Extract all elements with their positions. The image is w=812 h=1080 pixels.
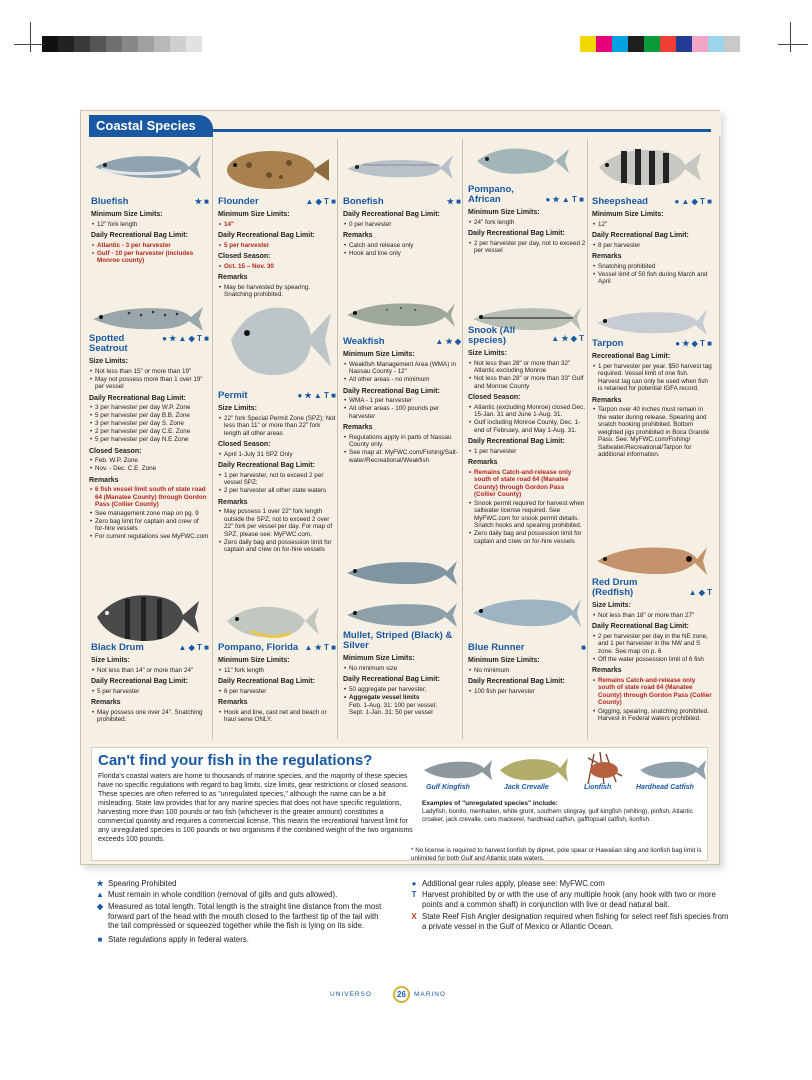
registration-mark xyxy=(778,44,808,45)
heading: Closed Season: xyxy=(89,447,142,455)
rule-symbols: ● ▲ ◆ T ■ xyxy=(674,197,712,206)
column-divider xyxy=(212,139,213,739)
examples-block xyxy=(422,800,700,823)
calibration-swatch xyxy=(170,36,186,52)
treble-hook-icon: T xyxy=(411,890,417,899)
list-item: • Hook and line only xyxy=(343,250,461,258)
heading: Remarks xyxy=(592,396,622,404)
heading: Daily Recreational Bag Limit: xyxy=(89,394,186,402)
species-name: ● ★ ▲ ◆ T ■ Spotted Seatrout xyxy=(89,333,209,354)
list-item: • 1 per harvester xyxy=(468,448,586,456)
species-bluefish xyxy=(91,197,209,265)
species-name: Weakfish ▲ ★ ◆ xyxy=(343,336,461,347)
list-item: • 2 per harvester all other state waters xyxy=(218,487,336,495)
calibration-swatch xyxy=(138,36,154,52)
list-item: • Nov. - Dec. C.E. Zone xyxy=(89,465,209,473)
heading: Size Limits: xyxy=(89,358,128,365)
list-item: • Gulf - 10 per harvester (includes Monroe county) xyxy=(91,250,209,265)
heading: Minimum Size Limits: xyxy=(468,657,540,664)
rule-symbols: ● ★ ▲ T ■ xyxy=(297,391,336,400)
heading: Closed Season: xyxy=(218,253,271,260)
list-item: • 1 per harvester, not to exceed 2 per vessel SPZ; xyxy=(218,472,336,487)
rule-symbols: ● ★ ◆ T ■ xyxy=(675,339,712,348)
calibration-swatch xyxy=(660,36,676,52)
red-drum-image xyxy=(593,539,709,581)
heading: Daily Recreational Bag Limit: xyxy=(592,232,689,239)
list-item: • 5 per harvester per day B.B. Zone xyxy=(89,412,209,420)
calibration-swatch xyxy=(106,36,122,52)
heading: Daily Recreational Bag Limit: xyxy=(343,676,440,683)
list-item: • Zero daily bag and possession limit for captain and crew on for-hire vessels xyxy=(468,530,586,545)
list-item: • May be harvested by spearing. Snatching prohibited. xyxy=(218,284,336,299)
list-item: • See management zone map on pg. 9 xyxy=(89,510,209,518)
list-item: • 2 per harvester per day in the NE zone, and 1 per harvester in the NW and S zone. See map on p. 6 xyxy=(592,633,712,656)
lionfish-footnote: * No license is required to harvest lionfish by dipnet, pole spear or Hawaiian sling and lionfish bag limit is unlimited for both Gulf and Atlantic state waters. xyxy=(411,847,702,862)
calibration-swatch xyxy=(724,36,740,52)
list-item: • Zero daily bag and possession limit for captain and crew on for-hire vessels xyxy=(218,539,336,554)
species-mullet xyxy=(343,631,461,717)
calibration-swatch xyxy=(708,36,724,52)
list-item: • For current regulations see MyFWC.com xyxy=(89,533,209,541)
species-name: Red Drum (Redfish) xyxy=(592,577,638,598)
list-item: • All other areas - 100 pounds per harvester xyxy=(343,405,461,420)
column-divider xyxy=(462,139,463,739)
rule-symbols: ★ ■ xyxy=(194,197,209,206)
x-icon: X xyxy=(411,912,417,921)
list-item: • May possess one over 24". Snatching prohibited. xyxy=(91,709,209,724)
circle-icon: ● xyxy=(411,879,417,888)
calibration-bar-color xyxy=(580,36,740,52)
heading: Remarks xyxy=(343,424,373,431)
species-name: Sheepshead ● ▲ ◆ T ■ xyxy=(592,196,712,207)
triangle-icon: ▲ xyxy=(96,890,104,899)
list-item: • April 1-July 31 SPZ Only xyxy=(218,451,336,459)
diamond-icon: ◆ xyxy=(97,902,103,911)
square-icon: ■ xyxy=(97,935,103,944)
mullet-image xyxy=(343,553,459,637)
calibration-swatch xyxy=(154,36,170,52)
heading: Minimum Size Limits: xyxy=(91,211,163,218)
page-footer xyxy=(330,986,470,1006)
calibration-swatch xyxy=(186,36,202,52)
list-item: • Catch and release only xyxy=(343,242,461,250)
section-title: Coastal Species xyxy=(89,115,213,137)
list-item: • Not less than 28" or more than 32" Atlantic excluding Monroe xyxy=(468,360,586,375)
list-item: • No minimum xyxy=(468,667,586,675)
flounder-image xyxy=(219,147,331,193)
heading: Remarks xyxy=(89,476,119,484)
species-name: Bluefish ★ ■ xyxy=(91,196,209,207)
list-item: • May possess 1 over 22" fork length outside the SPZ, not to exceed 2 over 22" fork per vessel per day. For map of SPZ, please see: MyFWC.com. xyxy=(218,508,336,538)
list-item: • All other areas - no minimum xyxy=(343,376,461,384)
fish-label: Jack Crevalle xyxy=(504,784,549,791)
list-item: • 5 per harvester per day N.E Zone xyxy=(89,436,209,444)
cant-find-title: Can't find your fish in the regulations? xyxy=(98,752,373,769)
unregulated-fish-strip xyxy=(418,748,706,800)
species-flounder xyxy=(218,197,336,299)
bluefish-image xyxy=(91,147,203,187)
calibration-swatch xyxy=(58,36,74,52)
heading: Recreational Bag Limit: xyxy=(592,353,671,360)
rule-symbols: ■ xyxy=(581,643,586,652)
footer-left: UNIVERSO xyxy=(330,991,372,998)
list-item: • Not less than 28" or more than 33" Gulf and Monroe County xyxy=(468,375,586,390)
calibration-swatch xyxy=(596,36,612,52)
list-item: • Aggregate vessel limits xyxy=(343,694,461,702)
list-item: • 2 per harvester per day C.E. Zone xyxy=(89,428,209,436)
heading: Closed Season: xyxy=(468,394,521,401)
list-item: • 24" fork length xyxy=(468,219,586,227)
florida-pompano-image xyxy=(221,597,321,645)
list-item: • Atlantic - 3 per harvester xyxy=(91,242,209,250)
species-tarpon xyxy=(592,339,712,459)
list-item: • May not possess more than 1 over 19" per vessel xyxy=(89,376,209,391)
heading: Remarks xyxy=(343,232,373,239)
species-name: Blue Runner ■ xyxy=(468,642,586,653)
calibration-swatch xyxy=(692,36,708,52)
calibration-swatch xyxy=(612,36,628,52)
list-item: • 6 per harvester xyxy=(218,688,336,696)
registration-mark xyxy=(790,22,791,52)
list-item: • Snatching prohibited xyxy=(592,263,712,271)
calibration-swatch xyxy=(122,36,138,52)
calibration-swatch xyxy=(42,36,58,52)
heading: Closed Season: xyxy=(218,441,271,448)
heading: Daily Recreational Bag Limit: xyxy=(468,438,565,445)
heading: Size Limits: xyxy=(91,657,130,664)
unregulated-species-box xyxy=(91,747,708,861)
species-spotted-seatrout xyxy=(89,334,209,541)
column-divider xyxy=(587,139,588,739)
list-line: Sept. 1-Jan. 31: 50 per vessel xyxy=(349,709,433,716)
species-blue-runner xyxy=(468,643,586,695)
rule-symbols: ▲ ◆ T xyxy=(688,588,712,597)
bonefish-image xyxy=(343,149,455,185)
rule-symbols: ● ★ ▲ ◆ T ■ xyxy=(162,334,209,343)
black-drum-image xyxy=(91,585,203,645)
list-item: • 1 per harvester per year. $50 harvest tag required. Vessel limit of one fish. Harvest tag can only be used when fish is retained for potential IGFA record. xyxy=(592,363,712,393)
list-item: • Vessel limit of 50 fish during March and April xyxy=(592,271,712,286)
list-item: • Regulations apply in parts of Nassau County only. xyxy=(343,434,461,449)
heading: Size Limits: xyxy=(468,350,507,357)
rule-symbols: ● ★ ▲ T ■ xyxy=(545,195,584,204)
list-item: • 6 fish vessel limit south of state road 64 (Manatee County) through Gordon Pass (Collier County) xyxy=(89,486,209,509)
heading: Daily Recreational Bag Limit: xyxy=(343,387,440,395)
calibration-bar-gray xyxy=(42,36,202,52)
calibration-swatch xyxy=(676,36,692,52)
list-item: • Hook and line, cast net and beach or haul seine ONLY. xyxy=(218,709,336,724)
species-snook xyxy=(468,326,586,545)
list-item: • Not less than 14" or more than 24" xyxy=(91,667,209,675)
legend-gear: ● Additional gear rules apply, please see: MyFWC.com xyxy=(408,879,730,889)
species-name: Flounder ▲ ◆ T ■ xyxy=(218,196,336,207)
list-item: • Oct. 15 – Nov. 30 xyxy=(218,263,336,271)
heading: Size Limits: xyxy=(218,405,257,412)
star-icon: ★ xyxy=(96,879,104,888)
heading: Daily Recreational Bag Limit: xyxy=(592,623,689,630)
list-item: • Not less than 15" or more than 19" xyxy=(89,368,209,376)
heading: Minimum Size Limits: xyxy=(592,211,664,218)
species-weakfish xyxy=(343,337,461,464)
species-permit xyxy=(218,391,336,554)
list-item: • Snook permit required for harvest when saltwater license required. See MyFWC.com for snook permit details. Snatch hooks and spearing prohibited. xyxy=(468,500,586,530)
list-item: • 22" fork Special Permit Zone (SPZ); Not less than 11" or more than 22" fork length all other areas xyxy=(218,415,336,438)
list-line: Feb. 1-Aug. 31: 100 per vessel; xyxy=(349,701,437,709)
heading: Daily Recreational Bag Limit: xyxy=(468,678,565,685)
list-item: • Gulf including Monroe County, Dec. 1-end of February, and May 1-Aug. 31. xyxy=(468,419,586,434)
blue-runner-image xyxy=(469,591,583,635)
registration-mark xyxy=(14,44,44,45)
species-florida-pompano xyxy=(218,643,336,724)
species-black-drum xyxy=(91,643,209,724)
coastal-species-card xyxy=(80,110,720,865)
fish-label: Gulf Kingfish xyxy=(426,784,470,791)
heading: Daily Recreational Bag Limit: xyxy=(343,211,440,218)
list-item: • Remains Catch-and-release only south of state road 64 (Manatee County) through Gordon Pass (Collier County) xyxy=(592,677,712,707)
list-item: • Weakfish Management Area (WMA) in Nassau County - 12" xyxy=(343,361,461,376)
section-header xyxy=(81,111,721,136)
heading: Minimum Size Limits: xyxy=(218,657,290,664)
legend-total-length: ◆ Measured as total length. Total length is the straight line distance from the most forward part of the head with the mouth closed to the farthest tip of the tail with the tail compressed or squeezed together while the fish is lying on its side. xyxy=(94,902,384,931)
weakfish-image xyxy=(343,295,457,335)
rule-symbols: ▲ ★ ◆ xyxy=(435,337,461,346)
heading: Daily Recreational Bag Limit: xyxy=(91,232,188,239)
list-item: • No minimum size xyxy=(343,665,461,673)
heading: Size Limits: xyxy=(592,602,631,609)
list-item: • Atlantic (excluding Monroe) closed Dec. 15-Jan. 31 and June 1-Aug. 31. xyxy=(468,404,586,419)
registration-mark xyxy=(30,22,31,52)
heading: Minimum Size Limits: xyxy=(343,655,415,662)
legend-spearing: ★ Spearing Prohibited xyxy=(94,879,384,889)
heading: Minimum Size Limits: xyxy=(218,211,290,218)
species-name: Tarpon ● ★ ◆ T ■ xyxy=(592,338,712,349)
list-item: • 12" xyxy=(592,221,712,229)
list-item: • 11" fork length xyxy=(218,667,336,675)
heading: Remarks xyxy=(218,498,248,506)
heading: Daily Recreational Bag Limit: xyxy=(218,232,315,239)
examples-list: Ladyfish, bonito, menhaden, white grunt, southern stingray, gulf kingfish (whiting), pinfish, Atlantic croaker, jack crevalle, cero mackerel, hardhead catfish, gafftopsail catfish, lionfish. xyxy=(422,808,693,823)
heading: Remarks xyxy=(468,459,498,466)
list-item: • 5 per harvester xyxy=(218,242,336,250)
heading: Daily Recreational Bag Limit: xyxy=(218,462,315,469)
list-item: • Gigging, spearing, snatching prohibited. Harvest in Federal waters prohibited. xyxy=(592,708,712,723)
legend-federal: ■ State regulations apply in federal waters. xyxy=(94,935,384,945)
calibration-swatch xyxy=(628,36,644,52)
list-item: • 12" fork length xyxy=(91,221,209,229)
list-item: • Zero bag limit for captain and crew of for-hire vessels xyxy=(89,518,209,533)
list-item: • See map at: MyFWC.com/Fishing/Salt-water/Recreational/Weakfish xyxy=(343,449,461,464)
species-name: Pompano, African xyxy=(468,184,514,205)
heading: Remarks xyxy=(91,699,121,706)
calibration-swatch xyxy=(90,36,106,52)
species-red-drum xyxy=(592,578,712,723)
species-name: Pompano, Florida ▲ ★ T ■ xyxy=(218,642,336,653)
list-item: • 50 aggregate per harvester; xyxy=(343,686,461,694)
footer-right: MARINO xyxy=(414,991,446,998)
list-item: • Remains Catch-and-release only south of state road 64 (Manatee County) through Gordon Pass (Collier County) xyxy=(468,469,586,499)
list-item: • 3 per harvester per day S. Zone xyxy=(89,420,209,428)
species-name: Mullet, Striped (Black) & Silver xyxy=(343,630,453,651)
list-item: • 14" xyxy=(218,221,336,229)
heading: Remarks xyxy=(218,699,248,706)
heading: Minimum Size Limits: xyxy=(468,209,540,216)
column-divider xyxy=(337,139,338,739)
legend-reef-angler: X State Reef Fish Angler designation required when fishing for select reef fish species from a private vessel in the Gulf of Mexico or Atlantic Ocean. xyxy=(408,912,730,931)
calibration-swatch xyxy=(580,36,596,52)
calibration-swatch xyxy=(74,36,90,52)
list-item: • Off the water possession limit of 6 fish xyxy=(592,656,712,664)
heading: Daily Recreational Bag Limit: xyxy=(468,230,565,237)
species-name: Snook (All species) xyxy=(468,325,515,346)
species-name: Black Drum ▲ ◆ T ■ xyxy=(91,642,209,653)
examples-title: Examples of "unregulated species" include: xyxy=(422,800,558,807)
calibration-swatch xyxy=(644,36,660,52)
sheepshead-image xyxy=(593,141,705,191)
list-item: • 100 fish per harvester xyxy=(468,688,586,696)
fish-label: Hardhead Catfish xyxy=(636,784,694,791)
rule-symbols: ▲ ◆ T ■ xyxy=(305,197,336,206)
rule-symbols: ▲ ★ T ■ xyxy=(304,643,336,652)
species-name: Permit ● ★ ▲ T ■ xyxy=(218,390,336,401)
heading: Daily Recreational Bag Limit: xyxy=(218,678,315,685)
permit-image xyxy=(221,295,333,385)
list-item: • 3 per harvester per day W.P. Zone xyxy=(89,404,209,412)
cant-find-body: Florida's coastal waters are home to thousands of marine species, and the majority of these species have no specific regulations with regard to bag limits, size limits, gear restrictions or closed seasons. These species are often referred to as "unregulated species," although the name can be a bit misleading. State law provides that for any marine species that does not have specific regulations, harvesting more than 100 pounds or two fish (whichever is the greater amount) constitutes a commercial quantity and requires a commercial license. This means the recreational harvest limit for any unregulated species is 100 pounds or two organisms if the combined weight of the two organisms exceeds 100 pounds. xyxy=(98,773,413,843)
list-item: • 8 per harvester xyxy=(592,242,712,250)
list-item: • 2 per harvester per day, not to exceed 2 per vessel xyxy=(468,240,586,255)
page-number: 26 xyxy=(393,986,410,1003)
heading: Minimum Size Limits: xyxy=(343,351,415,358)
species-african-pompano xyxy=(468,185,586,255)
list-item: • Feb. W.P. Zone xyxy=(89,457,209,465)
legend-multiple-hook: T Harvest prohibited by or with the use of any multiple hook (any hook with two or more points and a common shaft) in conjunction with live or dead natural bait. xyxy=(408,890,730,909)
list-item: • 5 per harvester xyxy=(91,688,209,696)
legend-whole: ▲ Must remain in whole condition (removal of gills and guts allowed). xyxy=(94,890,384,900)
rule-symbols: ▲ ★ ◆ T xyxy=(551,334,584,343)
heading: Daily Recreational Bag Limit: xyxy=(91,678,188,685)
species-sheepshead xyxy=(592,197,712,286)
list-item: • 0 per harvester xyxy=(343,221,461,229)
list-item: • WMA - 1 per harvester xyxy=(343,397,461,405)
spotted-seatrout-image xyxy=(89,301,205,335)
rule-symbols: ▲ ◆ T ■ xyxy=(178,643,209,652)
list-item: • Tarpon over 40 inches must remain in the water during release. Spearing and snatch hooking prohibited. Bottom weighted jigs prohibited in Boca Grande Pass. See: MyFWC.com/Fishing/ Saltwater/Recreational/Tarpon for additional information. xyxy=(592,406,712,459)
list-item: • Not less than 18" or more than 27" xyxy=(592,612,712,620)
species-bonefish xyxy=(343,197,461,257)
rule-symbols: ★ ■ xyxy=(446,197,461,206)
species-name: Bonefish ★ ■ xyxy=(343,196,461,207)
heading: Remarks xyxy=(592,667,622,674)
heading: Remarks xyxy=(592,253,622,260)
fish-label: Lionfish xyxy=(584,784,612,791)
african-pompano-image xyxy=(471,139,571,183)
tarpon-image xyxy=(593,305,709,339)
heading: Remarks xyxy=(218,274,248,281)
